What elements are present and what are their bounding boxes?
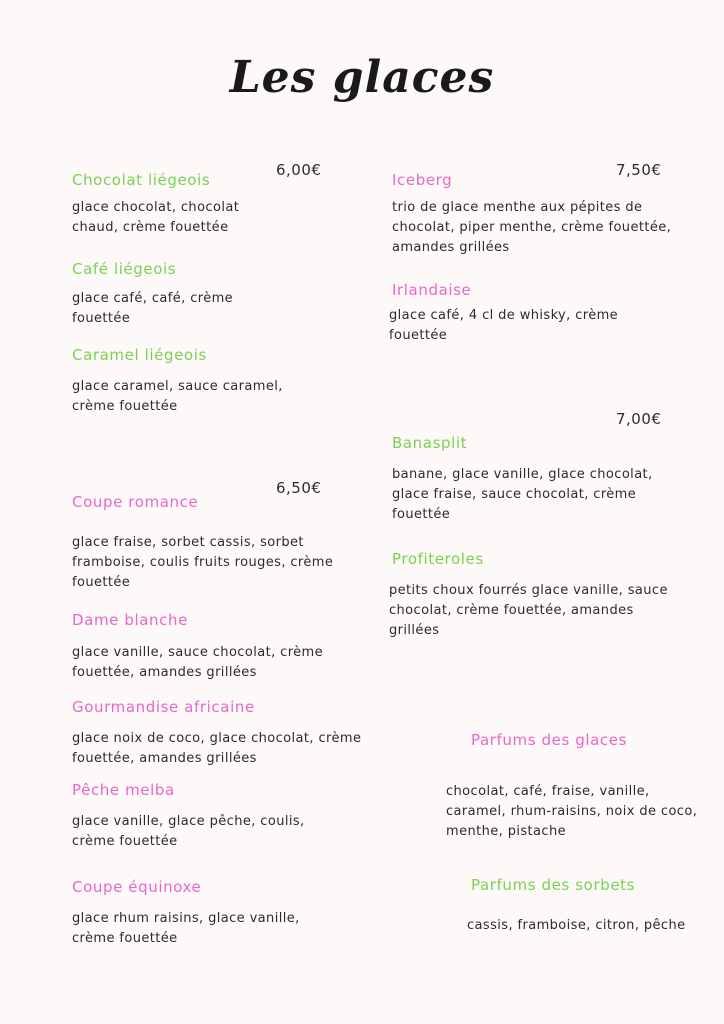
menu-item-profiteroles — [389, 550, 684, 641]
menu-item-irlandaise — [389, 281, 654, 346]
item-desc: petits choux fourrés glace vanille, sauce chocolat, crème fouettée, amandes grillées — [389, 583, 668, 638]
menu-item-banasplit — [392, 434, 682, 525]
item-desc: glace café, 4 cl de whisky, crème fouettée — [389, 308, 619, 343]
menu-item-coupe-romance — [72, 493, 347, 593]
price-6-00: 6,00€ — [276, 161, 322, 179]
menu-item-gourmandise-africaine — [72, 698, 377, 769]
item-name: Coupe équinoxe — [72, 878, 202, 896]
section-title: Parfums des glaces — [471, 731, 628, 749]
item-desc: glace rhum raisins, glace vanille, crème fouettée — [72, 911, 300, 946]
page-title: Les glaces — [229, 52, 495, 103]
section-title: Parfums des sorbets — [471, 876, 636, 894]
section-parfums-des-sorbets — [467, 876, 687, 936]
item-desc: glace vanille, sauce chocolat, crème fouettée, amandes grillées — [72, 645, 324, 680]
price-7-00: 7,00€ — [616, 410, 662, 428]
menu-item-caramel-liegeois — [72, 346, 302, 417]
item-name: Pêche melba — [72, 781, 175, 799]
menu-item-peche-melba — [72, 781, 332, 852]
item-name: Caramel liégeois — [72, 346, 207, 364]
item-desc: glace chocolat, chocolat chaud, crème fouettée — [72, 200, 240, 235]
item-desc: glace fraise, sorbet cassis, sorbet framboise, coulis fruits rouges, crème fouettée — [72, 535, 334, 590]
section-desc: cassis, framboise, citron, pêche — [467, 918, 686, 933]
item-name: Chocolat liégeois — [72, 171, 211, 189]
item-desc: banane, glace vanille, glace chocolat, glace fraise, sauce chocolat, crème fouettée — [392, 467, 653, 522]
price-6-50: 6,50€ — [276, 479, 322, 497]
item-desc: glace caramel, sauce caramel, crème fouettée — [72, 379, 283, 414]
menu-item-dame-blanche — [72, 611, 347, 683]
section-parfums-des-glaces — [446, 731, 711, 842]
item-desc: glace café, café, crème fouettée — [72, 291, 234, 326]
item-desc: trio de glace menthe aux pépites de chocolat, piper menthe, crème fouettée, amandes grillées — [392, 200, 672, 255]
item-name: Profiteroles — [392, 550, 484, 568]
menu-item-iceberg — [392, 171, 692, 258]
section-desc: chocolat, café, fraise, vanille, caramel, rhum-raisins, noix de coco, menthe, pistache — [446, 784, 698, 839]
price-7-50: 7,50€ — [616, 161, 662, 179]
item-name: Iceberg — [392, 171, 453, 189]
item-name: Gourmandise africaine — [72, 698, 255, 716]
item-name: Café liégeois — [72, 260, 177, 278]
item-name: Coupe romance — [72, 493, 199, 511]
item-desc: glace vanille, glace pêche, coulis, crème fouettée — [72, 814, 305, 849]
menu-item-coupe-equinoxe — [72, 878, 332, 949]
menu-item-chocolat-liegeois — [72, 171, 272, 238]
item-name: Irlandaise — [392, 281, 472, 299]
item-desc: glace noix de coco, glace chocolat, crème fouettée, amandes grillées — [72, 731, 362, 766]
menu-item-cafe-liegeois — [72, 260, 272, 329]
item-name: Dame blanche — [72, 611, 188, 629]
item-name: Banasplit — [392, 434, 468, 452]
